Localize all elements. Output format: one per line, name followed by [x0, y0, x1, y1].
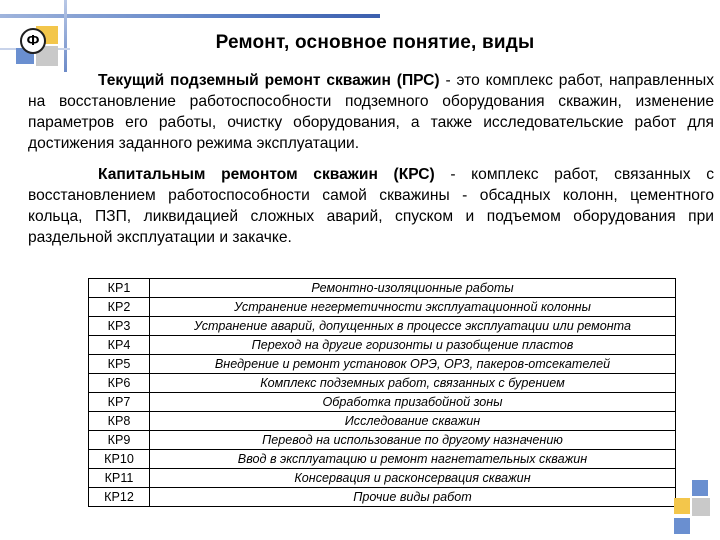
table-row	[89, 412, 676, 431]
repair-code-cell: КР2	[89, 298, 150, 317]
repair-code-cell: КР3	[89, 317, 150, 336]
repair-description-cell: Консервация и расконсервация скважин	[150, 469, 676, 488]
table-row	[89, 374, 676, 393]
paragraph-prs	[28, 70, 714, 154]
table-row	[89, 279, 676, 298]
paragraph-krs	[28, 164, 714, 248]
repair-description-cell: Перевод на использование по другому назначению	[150, 431, 676, 450]
table-row	[89, 450, 676, 469]
corner-decoration	[674, 480, 714, 536]
page-title: Ремонт, основное понятие, виды	[215, 32, 535, 53]
paragraph-text: - комплекс работ, связанных с восстановлением работоспособности самой скважины - обсадных колонн, цементного кольца, ПЗП, ликвидацией сложных аварий, спуском и подъемом оборудования при раздельной эксплуатации и закачке.	[28, 166, 714, 246]
logo-emblem-icon: Ф	[20, 28, 46, 54]
table-row	[89, 469, 676, 488]
repair-code-cell: КР4	[89, 336, 150, 355]
table-row	[89, 488, 676, 507]
repair-code-cell: КР8	[89, 412, 150, 431]
repair-code-cell: КР5	[89, 355, 150, 374]
repair-code-cell: КР10	[89, 450, 150, 469]
corner-yellow-square	[674, 498, 690, 514]
repair-description-cell: Устранение аварий, допущенных в процессе эксплуатации или ремонта	[150, 317, 676, 336]
repair-description-cell: Внедрение и ремонт установок ОРЭ, ОРЗ, пакеров-отсекателей	[150, 355, 676, 374]
repair-code-cell: КР6	[89, 374, 150, 393]
table-row	[89, 336, 676, 355]
corner-blue-square	[692, 480, 708, 496]
repair-code-cell: КР12	[89, 488, 150, 507]
repair-description-cell: Переход на другие горизонты и разобщение пластов	[150, 336, 676, 355]
repair-description-cell: Ввод в эксплуатацию и ремонт нагнетательных скважин	[150, 450, 676, 469]
header-accent-line	[0, 14, 380, 18]
repair-types-table	[88, 278, 676, 507]
repair-description-cell: Ремонтно-изоляционные работы	[150, 279, 676, 298]
paragraph-text: - это комплекс работ, направленных на восстановление работоспособности подземного оборудования скважин, изменение параметров его работы, очистку оборудования, а также исследовательские работ для достижения заданного режима эксплуатации.	[28, 72, 714, 152]
corner-gray-square	[692, 498, 710, 516]
table-row	[89, 298, 676, 317]
paragraph-term: Капитальным ремонтом скважин (КРС)	[98, 166, 435, 183]
repair-code-cell: КР1	[89, 279, 150, 298]
repair-code-cell: КР11	[89, 469, 150, 488]
paragraph-term: Текущий подземный ремонт скважин (ПРС)	[98, 72, 440, 89]
table-row	[89, 393, 676, 412]
repair-code-cell: КР7	[89, 393, 150, 412]
repair-description-cell: Исследование скважин	[150, 412, 676, 431]
repair-description-cell: Прочие виды работ	[150, 488, 676, 507]
repair-description-cell: Обработка призабойной зоны	[150, 393, 676, 412]
repair-description-cell: Устранение негерметичности эксплуатационной колонны	[150, 298, 676, 317]
table-row	[89, 355, 676, 374]
corner-blue-square-2	[674, 518, 690, 534]
repair-code-cell: КР9	[89, 431, 150, 450]
repair-description-cell: Комплекс подземных работ, связанных с бурением	[150, 374, 676, 393]
table-row	[89, 317, 676, 336]
table-row	[89, 431, 676, 450]
